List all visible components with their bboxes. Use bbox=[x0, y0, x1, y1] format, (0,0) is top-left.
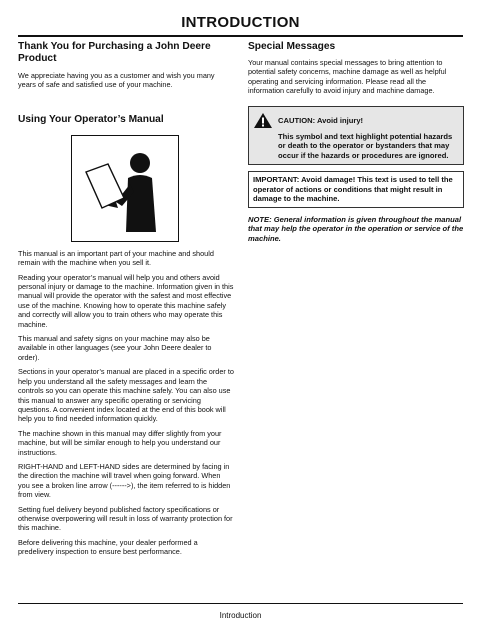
page-title: INTRODUCTION bbox=[181, 14, 300, 31]
important-box: IMPORTANT: Avoid damage! This text is used to tell the operator of actions or conditions that might result in damage to the machine. bbox=[248, 171, 464, 208]
manual-paragraph: This manual is an important part of your machine and should remain with the machine when you sell it. bbox=[18, 248, 214, 268]
right-column bbox=[248, 41, 464, 243]
title-divider bbox=[18, 35, 463, 37]
manual-paragraph: The machine shown in this manual may differ slightly from your machine, but will be similar enough to help you understand our instructions. bbox=[18, 428, 222, 457]
left-column bbox=[18, 41, 234, 557]
special-messages-intro: Your manual contains special messages to bring attention to potential safety concerns, machine damage as well as helpful operating and servicing information. Please read all the information carefully to avoid injury and machine damage. bbox=[248, 58, 447, 96]
manual-paragraph: Reading your operator’s manual will help you and others avoid personal injury or damage to the machine. Information given in this manual will provide the operator with the safest and most effective use of the machine. Knowing how to operate this machine safely and correctly will allow you to train others who may operate this machine. bbox=[18, 272, 234, 329]
manual-paragraph: Sections in your operator’s manual are placed in a specific order to help you understand all the safety messages and learn the controls so you can operate this machine safely. You can also use this manual to answer any specific operating or servicing questions. A convenient index located at the end of this book will help you to find needed information quickly. bbox=[18, 367, 234, 424]
person-reading-manual-icon bbox=[71, 135, 179, 242]
note-text: NOTE: General information is given throughout the manual that may help the operator in the operation or service of the machine. bbox=[248, 214, 464, 243]
caution-title: CAUTION: Avoid injury! bbox=[278, 115, 364, 125]
footer-divider bbox=[18, 603, 463, 604]
manual-heading: Using Your Operator’s Manual bbox=[18, 113, 164, 125]
caution-text: This symbol and text highlight potential hazards or death to the operator or bystanders that may occur if the hazards or procedures are ignored. bbox=[278, 131, 453, 160]
thanks-heading: Thank You for Purchasing a John Deere Product bbox=[18, 41, 211, 64]
thanks-paragraph: We appreciate having you as a customer and wish you many years of safe and satisfied use of your machine. bbox=[18, 71, 215, 90]
warning-triangle-icon bbox=[253, 112, 273, 129]
caution-box bbox=[248, 106, 464, 166]
footer-label: Introduction bbox=[219, 611, 262, 620]
manual-paragraph: This manual and safety signs on your machine may also be available in other languages (see your John Deere dealer to order). bbox=[18, 334, 212, 362]
special-messages-heading: Special Messages bbox=[248, 41, 336, 52]
manual-paragraph: RIGHT-HAND and LEFT-HAND sides are determined by facing in the direction the machine will travel when going forward. When you see a broken line arrow (------>), the item referred to is hidden from view. bbox=[18, 461, 231, 500]
manual-paragraph: Setting fuel delivery beyond published factory specifications or otherwise overpowering will result in loss of warranty protection for this machine. bbox=[18, 504, 233, 533]
manual-paragraph: Before delivering this machine, your dealer performed a predelivery inspection to ensure best performance. bbox=[18, 537, 198, 557]
